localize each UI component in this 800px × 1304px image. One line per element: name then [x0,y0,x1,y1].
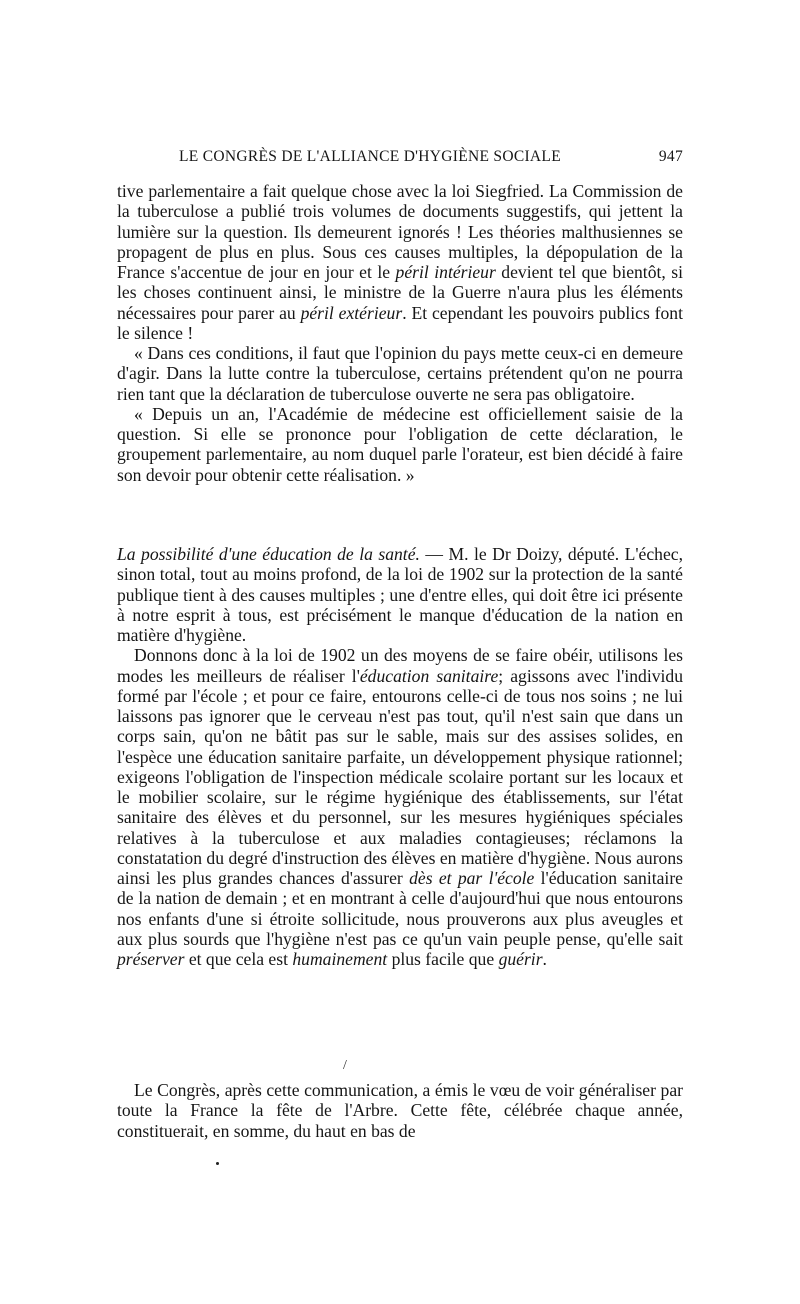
paragraph: « Dans ces conditions, il faut que l'opinion du pays mette ceux-ci en demeure d'agir. Dans la lutte contre la tuberculose, certains prétendent qu'on ne pourra rien tant que la déclaration de tuberculose ouverte ne sera pas obligatoire. [117,343,683,404]
section-health-education [117,544,683,969]
emphasis: dès et par l'école [409,868,535,888]
text-span: Donnons donc à la loi de 1902 un des moyens de se faire obéir, utilisons les modes les meilleurs de réaliser l' [117,645,683,686]
text-span: plus facile que [387,949,499,969]
running-title: LE CONGRÈS DE L'ALLIANCE D'HYGIÈNE SOCIALE [179,148,561,165]
text-span: tive parlementaire a fait quelque chose avec la loi Siegfried. La Commission de la tuberculose a publié trois volumes de documents suggestifs, qui jettent la lumière sur la question. Ils demeurent ignorés ! Les théories malthusiennes se propagent de plus en plus. Sous ces causes multiples, la dépopulation de la France s'accentue de jour en jour et le [117,181,683,282]
paragraph [117,645,683,969]
text-span: l'éducation sanitaire de la nation de demain ; et en montrant à celle d'aujourd'hui que nous entourons nos enfants d'une si étroite sollicitude, nous prouverons aux plus aveugles et aux plus sourds que l'hygiène n'est pas ce qu'un vain peuple pense, qu'elle sait [117,868,683,949]
emphasis: guérir [498,949,543,969]
text-span: L'échec, sinon total, tout au moins profond, de la loi de 1902 sur la protection de la santé publique tient à des causes multiples ; une d'entre elles, qui doit être ici présente à notre esprit à tous, est précisément le manque d'éducation de la nation en matière d'hygiène. [117,544,683,645]
paragraph: « Depuis un an, l'Académie de médecine est officiellement saisie de la question. Si elle se prononce pour l'obligation de cette déclaration, le groupement parlementaire, au nom duquel parle l'orateur, est bien décidé à faire son devoir pour obtenir cette réalisation. » [117,403,683,485]
text-span: ; agissons avec l'individu formé par l'école ; et pour ce faire, entourons celle-ci de tous nos soins ; ne lui laissons pas ignorer que le cerveau n'est pas tout, qu'il n'est sain que dans un corps sain, qu'on ne bâtit pas sur le sable, mais sur des assises solides, en l'espèce une éducation sanitaire parfaite, un développement physique rationnel; exigeons l'obligation de l'inspection médicale scolaire portant sur les locaux et le mobilier scolaire, sur le régime hygiénique des établissements, sur l'état sanitaire des élèves et du personnel, sur les mesures hygiéniques spéciales relatives à la tuberculose et aux maladies contagieuses; réclamons la constatation du degré d'instruction des élèves en matière d'hygiène. Nous aurons ainsi les plus grandes chances d'assurer [117,665,684,888]
text-span: devient tel que bientôt, si les choses continuent ainsi, le ministre de la Guerre n'aura plus les éléments nécessaires pour parer au [117,262,683,323]
emphasis: préserver [117,949,185,969]
section-title: La possibilité d'une éducation de la santé. [117,544,420,564]
print-mark: / [343,1058,347,1073]
text-span: . [542,949,547,969]
emphasis: péril intérieur [395,262,496,282]
speaker: — M. le Dr Doizy, député. [419,544,620,564]
paragraph [117,544,683,645]
text-span: . Et cependant les pouvoirs publics font le silence ! [117,302,683,343]
paragraph: Le Congrès, après cette communication, a émis le vœu de voir généraliser par toute la France la fête de l'Arbre. Cette fête, célébrée chaque année, constituerait, en somme, du haut en bas de [117,1080,683,1141]
section-tree-festival [117,1080,683,1141]
text-span: et que cela est [184,949,293,969]
print-speck [216,1162,219,1165]
emphasis: humainement [292,949,388,969]
emphasis: éducation sanitaire [359,665,499,686]
page-header [117,144,683,170]
emphasis: péril extérieur [300,302,403,323]
paragraph [117,181,683,343]
page-number: 947 [658,148,683,165]
section-tuberculosis [117,181,683,485]
